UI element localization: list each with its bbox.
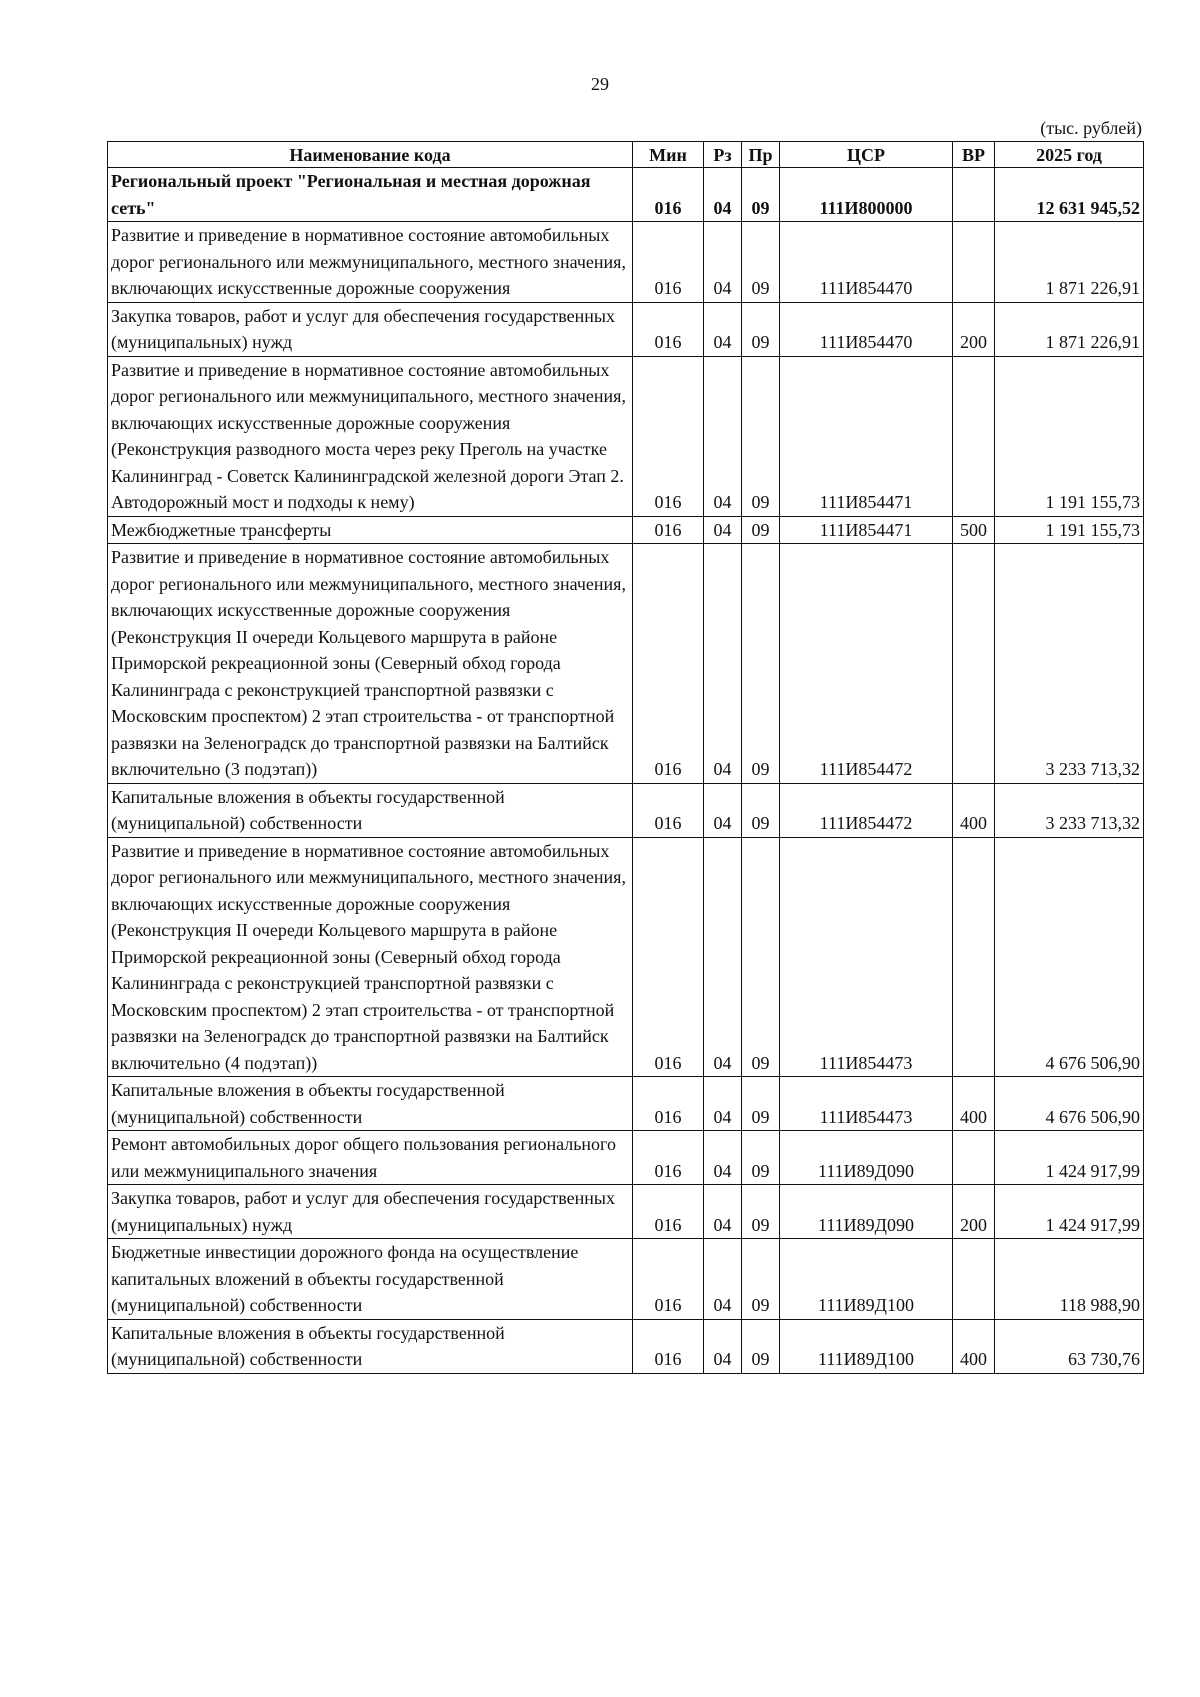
cell-pr: 09 <box>742 356 780 516</box>
table-row <box>108 168 1144 222</box>
cell-vr: 400 <box>953 783 995 837</box>
cell-csr: 111И854471 <box>780 516 953 544</box>
cell-rz: 04 <box>704 302 742 356</box>
cell-pr: 09 <box>742 1185 780 1239</box>
cell-sum: 1 424 917,99 <box>995 1131 1144 1185</box>
cell-rz: 04 <box>704 168 742 222</box>
cell-rz: 04 <box>704 1131 742 1185</box>
cell-min: 016 <box>633 1239 704 1320</box>
cell-name: Региональный проект "Региональная и местная дорожная сеть" <box>108 168 633 222</box>
cell-name: Закупка товаров, работ и услуг для обеспечения государственных (муниципальных) нужд <box>108 1185 633 1239</box>
cell-rz: 04 <box>704 783 742 837</box>
cell-min: 016 <box>633 783 704 837</box>
cell-name: Развитие и приведение в нормативное состояние автомобильных дорог регионального или межмуниципального, местного значения, включающих искусственные дорожные сооружения (Реконструкция II очереди Кольцевого маршрута в районе Приморской рекреационной зоны (Северный обход города Калининграда с реконструкцией транспортной развязки с Московским проспектом) 2 этап строительства - от транспортной развязки на Зеленоградск до транспортной развязки на Балтийск включительно (3 подэтап)) <box>108 544 633 784</box>
cell-rz: 04 <box>704 1077 742 1131</box>
cell-min: 016 <box>633 516 704 544</box>
cell-vr <box>953 544 995 784</box>
cell-pr: 09 <box>742 516 780 544</box>
cell-pr: 09 <box>742 1319 780 1373</box>
cell-pr: 09 <box>742 302 780 356</box>
cell-rz: 04 <box>704 544 742 784</box>
cell-name: Закупка товаров, работ и услуг для обеспечения государственных (муниципальных) нужд <box>108 302 633 356</box>
cell-csr: 111И854470 <box>780 222 953 303</box>
unit-note: (тыс. рублей) <box>1040 118 1142 138</box>
cell-rz: 04 <box>704 1239 742 1320</box>
table-row <box>108 544 1144 784</box>
header-min: Мин <box>633 142 704 168</box>
header-pr: Пр <box>742 142 780 168</box>
cell-rz: 04 <box>704 837 742 1077</box>
cell-csr: 111И89Д090 <box>780 1185 953 1239</box>
table-row <box>108 516 1144 544</box>
cell-rz: 04 <box>704 1185 742 1239</box>
table-row <box>108 1239 1144 1320</box>
header-year: 2025 год <box>995 142 1144 168</box>
cell-csr: 111И89Д090 <box>780 1131 953 1185</box>
cell-vr <box>953 356 995 516</box>
cell-sum: 3 233 713,32 <box>995 544 1144 784</box>
table-row <box>108 356 1144 516</box>
cell-min: 016 <box>633 544 704 784</box>
cell-name: Ремонт автомобильных дорог общего пользования регионального или межмуниципального значения <box>108 1131 633 1185</box>
table-row <box>108 1131 1144 1185</box>
header-name: Наименование кода <box>108 142 633 168</box>
cell-sum: 4 676 506,90 <box>995 1077 1144 1131</box>
table-header <box>108 142 1144 168</box>
cell-pr: 09 <box>742 544 780 784</box>
cell-pr: 09 <box>742 1239 780 1320</box>
cell-name: Капитальные вложения в объекты государственной (муниципальной) собственности <box>108 1319 633 1373</box>
cell-sum: 4 676 506,90 <box>995 837 1144 1077</box>
cell-vr <box>953 837 995 1077</box>
cell-sum: 1 424 917,99 <box>995 1185 1144 1239</box>
cell-pr: 09 <box>742 783 780 837</box>
cell-rz: 04 <box>704 1319 742 1373</box>
cell-sum: 63 730,76 <box>995 1319 1144 1373</box>
cell-pr: 09 <box>742 837 780 1077</box>
table-row <box>108 1185 1144 1239</box>
cell-sum: 1 191 155,73 <box>995 516 1144 544</box>
cell-min: 016 <box>633 356 704 516</box>
cell-pr: 09 <box>742 222 780 303</box>
cell-min: 016 <box>633 837 704 1077</box>
header-row <box>108 142 1144 168</box>
table-row <box>108 222 1144 303</box>
cell-pr: 09 <box>742 1077 780 1131</box>
cell-sum: 1 191 155,73 <box>995 356 1144 516</box>
table-row <box>108 783 1144 837</box>
cell-csr: 111И89Д100 <box>780 1319 953 1373</box>
cell-min: 016 <box>633 222 704 303</box>
cell-name: Развитие и приведение в нормативное состояние автомобильных дорог регионального или межмуниципального, местного значения, включающих искусственные дорожные сооружения (Реконструкция II очереди Кольцевого маршрута в районе Приморской рекреационной зоны (Северный обход города Калининграда с реконструкцией транспортной развязки с Московским проспектом) 2 этап строительства - от транспортной развязки на Зеленоградск до транспортной развязки на Балтийск включительно (4 подэтап)) <box>108 837 633 1077</box>
table-row <box>108 1319 1144 1373</box>
cell-vr: 200 <box>953 1185 995 1239</box>
cell-csr: 111И89Д100 <box>780 1239 953 1320</box>
cell-csr: 111И854471 <box>780 356 953 516</box>
header-csr: ЦСР <box>780 142 953 168</box>
budget-table <box>107 141 1144 1374</box>
cell-sum: 3 233 713,32 <box>995 783 1144 837</box>
cell-sum: 1 871 226,91 <box>995 222 1144 303</box>
cell-vr: 200 <box>953 302 995 356</box>
header-rz: Рз <box>704 142 742 168</box>
cell-pr: 09 <box>742 1131 780 1185</box>
cell-min: 016 <box>633 1131 704 1185</box>
cell-min: 016 <box>633 168 704 222</box>
cell-sum: 1 871 226,91 <box>995 302 1144 356</box>
cell-vr: 400 <box>953 1319 995 1373</box>
cell-name: Бюджетные инвестиции дорожного фонда на осуществление капитальных вложений в объекты государственной (муниципальной) собственности <box>108 1239 633 1320</box>
cell-name: Капитальные вложения в объекты государственной (муниципальной) собственности <box>108 1077 633 1131</box>
cell-csr: 111И854472 <box>780 544 953 784</box>
cell-vr <box>953 1239 995 1320</box>
cell-min: 016 <box>633 1185 704 1239</box>
cell-vr <box>953 168 995 222</box>
table-row <box>108 302 1144 356</box>
page-number: 29 <box>591 74 609 94</box>
table-row <box>108 837 1144 1077</box>
cell-csr: 111И800000 <box>780 168 953 222</box>
cell-sum: 12 631 945,52 <box>995 168 1144 222</box>
cell-name: Капитальные вложения в объекты государственной (муниципальной) собственности <box>108 783 633 837</box>
cell-min: 016 <box>633 302 704 356</box>
cell-csr: 111И854472 <box>780 783 953 837</box>
table-body <box>108 168 1144 1374</box>
cell-sum: 118 988,90 <box>995 1239 1144 1320</box>
cell-pr: 09 <box>742 168 780 222</box>
cell-vr: 400 <box>953 1077 995 1131</box>
cell-csr: 111И854473 <box>780 1077 953 1131</box>
cell-min: 016 <box>633 1319 704 1373</box>
cell-name: Межбюджетные трансферты <box>108 516 633 544</box>
cell-min: 016 <box>633 1077 704 1131</box>
cell-rz: 04 <box>704 356 742 516</box>
cell-csr: 111И854473 <box>780 837 953 1077</box>
cell-csr: 111И854470 <box>780 302 953 356</box>
cell-vr: 500 <box>953 516 995 544</box>
header-vr: ВР <box>953 142 995 168</box>
cell-name: Развитие и приведение в нормативное состояние автомобильных дорог регионального или межмуниципального, местного значения, включающих искусственные дорожные сооружения <box>108 222 633 303</box>
cell-name: Развитие и приведение в нормативное состояние автомобильных дорог регионального или межмуниципального, местного значения, включающих искусственные дорожные сооружения (Реконструкция разводного моста через реку Преголь на участке Калининград - Советск Калининградской железной дороги Этап 2. Автодорожный мост и подходы к нему) <box>108 356 633 516</box>
cell-rz: 04 <box>704 516 742 544</box>
table-row <box>108 1077 1144 1131</box>
cell-rz: 04 <box>704 222 742 303</box>
cell-vr <box>953 1131 995 1185</box>
cell-vr <box>953 222 995 303</box>
